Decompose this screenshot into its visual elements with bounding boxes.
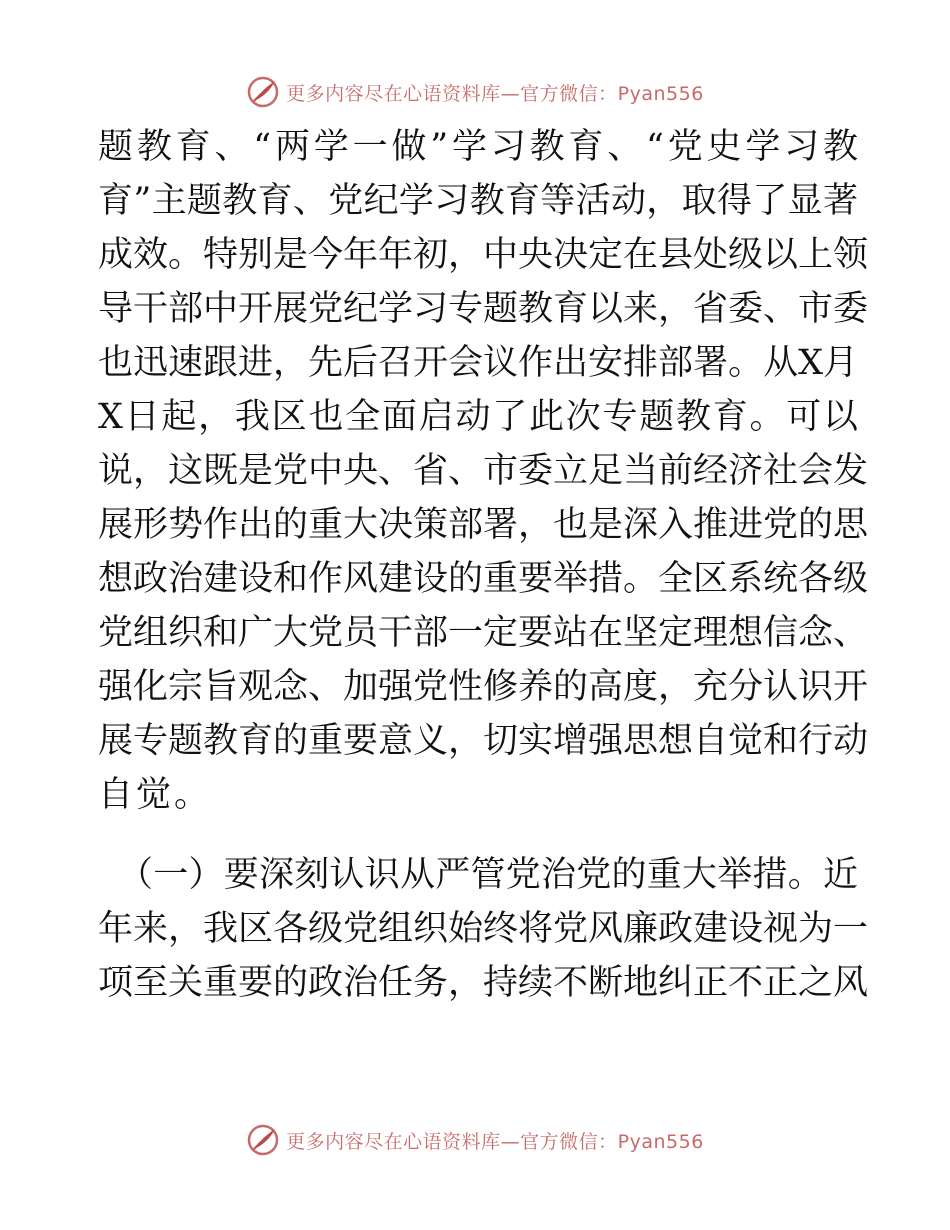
watermark-text: 更多内容尽在心语资料库—官方微信：Pyan556 — [286, 82, 704, 105]
text-line: 也迅速跟进，先后召开会议作出安排部署。从X月 — [98, 343, 858, 383]
watermark-text: 更多内容尽在心语资料库—官方微信：Pyan556 — [286, 1130, 704, 1153]
header-watermark — [0, 72, 950, 112]
text-line: 党组织和广大党员干部一定要站在坚定理想信念、 — [98, 613, 869, 653]
text-line: 说，这既是党中央、省、市委立足当前经济社会发 — [98, 451, 869, 491]
text-line: 展形势作出的重大决策部署，也是深入推进党的思 — [98, 505, 869, 545]
text-line: 展专题教育的重要意义，切实增强思想自觉和行动 — [98, 721, 869, 761]
footer-watermark — [0, 1120, 950, 1160]
document-body — [98, 120, 869, 1010]
text-line: 强化宗旨观念、加强党性修养的高度，充分认识开 — [98, 667, 869, 707]
text-line: 育”主题教育、党纪学习教育等活动，取得了显著 — [98, 181, 858, 221]
text-line: 想政治建设和作风建设的重要举措。全区系统各级 — [98, 559, 869, 599]
text-line: 年来，我区各级党组织始终将党风廉政建设视为一 — [98, 909, 869, 949]
feather-logo-icon — [246, 75, 280, 109]
text-line: X日起，我区也全面启动了此次专题教育。可以 — [98, 397, 858, 437]
text-line: 项至关重要的政治任务，持续不断地纠正不正之风 — [98, 963, 869, 1003]
text-line: 导干部中开展党纪学习专题教育以来，省委、市委 — [98, 289, 869, 329]
feather-logo-icon — [246, 1123, 280, 1157]
section-heading-line: （一）要深刻认识从严管党治党的重大举措。近 — [118, 855, 858, 895]
text-line: 自觉。 — [98, 775, 213, 815]
text-line: 成效。特别是今年年初，中央决定在县处级以上领 — [98, 235, 869, 275]
text-line: 题教育、“两学一做”学习教育、“党史学习教 — [98, 127, 858, 167]
